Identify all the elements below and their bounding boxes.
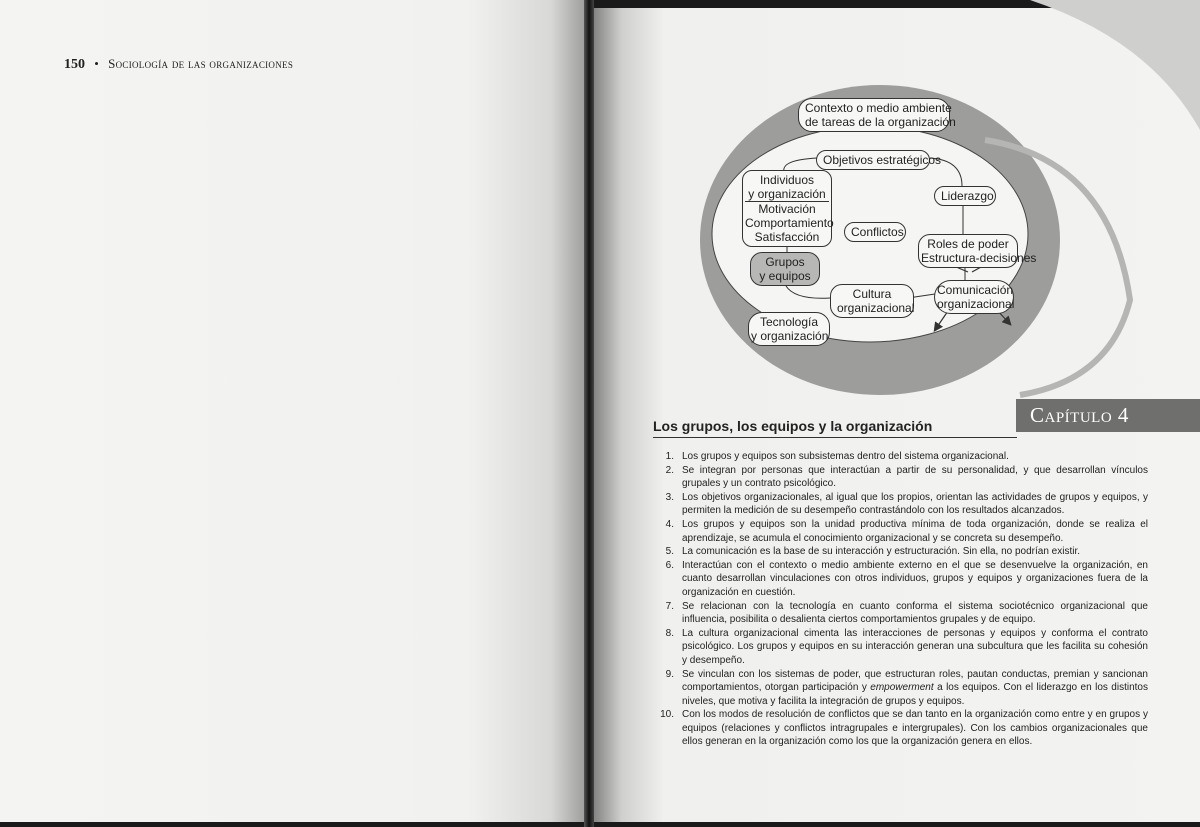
item-number: 9. (665, 668, 674, 680)
item-number: 10. (660, 709, 674, 721)
objectives-label: Objetivos estratégicos (823, 153, 942, 167)
communication-line-1: Comunicación (937, 283, 1014, 297)
item-number: 8. (665, 627, 674, 639)
individuals-line-1: Individuos (759, 173, 815, 187)
technology-node (748, 312, 830, 346)
list-item (652, 545, 1148, 559)
item-number: 2. (665, 464, 674, 476)
item-number: 4. (665, 518, 674, 530)
list-item (652, 668, 1148, 709)
culture-line-2: organizacional (837, 301, 915, 315)
item-text: Se relacionan con la tecnología en cuanto conforma el sistema sociotécnico organizacional que influencia, posibilita o desalienta ciertos comportamientos grupales y de equipo. (682, 600, 1148, 626)
item-text: Se integran por personas que interactúan a partir de su personalidad, y que desarrollan vínculos grupales y un contrato psicológico. (682, 464, 1148, 490)
individuals-line-5: Satisfacción (754, 230, 820, 244)
list-item (652, 464, 1148, 491)
item-text-part: Se vinculan con los sistemas de poder, que estructuran roles, pautan conductas, premian y sancionan comportamientos, otorgan participación y (682, 668, 1148, 694)
item-text-part: a los equipos. Con el liderazgo en los distintos niveles, que motiva y facilita la integración de grupos y equipos. (682, 682, 1148, 707)
list-item (652, 518, 1148, 545)
summary-list (652, 450, 1148, 749)
organization-diagram (590, 0, 1200, 420)
list-item (652, 627, 1148, 668)
context-line-2: de tareas de la organización (805, 115, 956, 129)
leadership-node (934, 186, 996, 206)
item-number: 5. (665, 546, 674, 558)
power-line-2: Estructura-decisiones (921, 251, 1037, 265)
technology-line-2: y organización (751, 329, 829, 343)
technology-line-1: Tecnología (759, 315, 819, 329)
conflicts-label: Conflictos (851, 225, 904, 239)
list-item (652, 491, 1148, 518)
context-line-1: Contexto o medio ambiente (805, 101, 952, 115)
running-title: Sociología de las organizaciones (108, 56, 294, 71)
context-node (798, 98, 956, 132)
corner-shading (1030, 0, 1200, 130)
item-text: La cultura organizacional cimenta las interacciones de personas y equipos y conforma el contrato psicológico. Los grupos y equipos en su interacción generan una subcultura que les facilita su cohesión y desempeño. (682, 627, 1148, 666)
running-header (64, 56, 293, 73)
item-number: 6. (665, 559, 674, 571)
individuals-line-4: Comportamiento (745, 216, 834, 230)
individuals-line-3: Motivación (758, 202, 816, 216)
item-text: Los objetivos organizacionales, al igual que los propios, orientan las actividades de grupos y equipos, y permiten la medición de su desempeño contrastándolo con los resultados alcanzados. (682, 491, 1148, 517)
culture-node (830, 284, 914, 318)
diagram-graphics (590, 0, 1200, 420)
list-item (652, 450, 1148, 464)
item-text: La comunicación es la base de su interacción y estructuración. Sin ella, no podrían existir. (682, 546, 1080, 558)
individuals-node (742, 170, 832, 247)
chapter-label: Capítulo 4 (1030, 403, 1129, 427)
chapter-tab (1016, 399, 1200, 432)
item-text: Los grupos y equipos son subsistemas dentro del sistema organizacional. (682, 451, 1009, 462)
item-number: 1. (665, 451, 674, 462)
culture-line-1: Cultura (852, 287, 892, 301)
section-title: Los grupos, los equipos y la organización (653, 418, 933, 434)
item-emphasis: empowerment (870, 682, 934, 694)
conflicts-node (844, 222, 906, 242)
leadership-label: Liderazgo (941, 189, 994, 203)
header-separator: • (94, 56, 99, 71)
item-number: 3. (665, 491, 674, 503)
communication-node (934, 280, 1014, 314)
page-number: 150 (64, 57, 85, 72)
groups-line-1: Grupos (765, 255, 805, 269)
groups-line-2: y equipos (759, 269, 811, 283)
groups-teams-node (750, 252, 820, 286)
left-page (0, 0, 586, 822)
power-line-1: Roles de poder (927, 237, 1009, 251)
item-text: Con los modos de resolución de conflictos que se dan tanto en la organización como entre y en grupos y equipos (relaciones y conflictos intragrupales e intergrupales). Con los cambios organizacionales que ellos generan en la organización como los que la organización genera en ellos. (682, 709, 1148, 748)
item-number: 7. (665, 600, 674, 612)
individuals-line-2: y organización (745, 187, 829, 202)
communication-line-2: organizacional (937, 297, 1015, 311)
item-text (682, 668, 1148, 709)
power-roles-node (918, 234, 1037, 268)
list-item (652, 600, 1148, 627)
list-item (652, 559, 1148, 600)
list-item (652, 708, 1148, 749)
item-text: Los grupos y equipos son la unidad productiva mínima de toda organización, donde se realiza el aprendizaje, se acumula el conocimiento organizacional y se concreta su desempeño. (682, 518, 1148, 544)
section-rule (653, 437, 1017, 438)
item-text: Interactúan con el contexto o medio ambiente externo en el que se desenvuelve la organización, en cuanto desarrollan vinculaciones con otros individuos, grupos y equipos y organizaciones fuera de la organización en cuestión. (682, 559, 1148, 598)
objectives-node (816, 150, 942, 170)
